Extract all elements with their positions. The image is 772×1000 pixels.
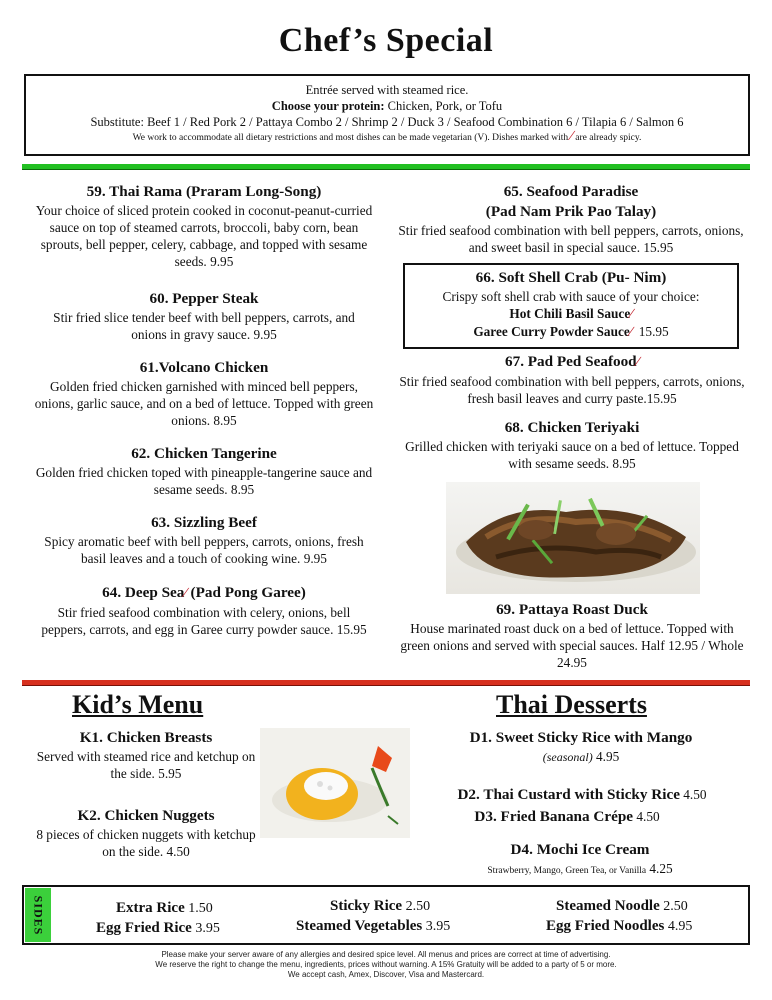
side-egg-fried-noodles: Egg Fried Noodles 4.95 [546,918,693,934]
info-line-rice: Entrée served with steamed rice. [305,83,469,97]
menu-item-69: 69. Pattaya Roast Duck House marinated roast duck on a bed of lettuce. Topped with green onions and served with special sauces. Half 12.95 / Whole 24.95 [400,601,744,670]
dessert-item-d3: D3. Fried Banana Crépe 4.50 [474,808,660,825]
menu-item-63: 63. Sizzling Beef Spicy aromatic beef with bell peppers, carrots, onions, fresh basil leaves and a touch of cooking wine. 9.95 [44,514,364,566]
menu-item-66: 66. Soft Shell Crab (Pu- Nim) Crispy soft shell crab with sauce of your choice: Hot Chili Basil Sauce∕ Garee Curry Powder Sauce∕ 15.95 [442,269,700,340]
mango-sticky-rice-photo [260,728,410,838]
kids-item-k2: K2. Chicken Nuggets 8 pieces of chicken nuggets with ketchup on the side. 4.50 [36,807,256,859]
green-divider [22,164,750,170]
menu-item-65: 65. Seafood Paradise (Pad Nam Prik Pao Talay) Stir fried seafood combination with bell peppers, carrots, onions, and sweet basil in special sauce. 15.95 [398,183,744,255]
chili-icon: ∕ [184,586,187,601]
kids-item-k1: K1. Chicken Breasts Served with steamed rice and ketchup on the side. 5.95 [36,729,256,781]
menu-item-61: 61.Volcano Chicken Golden fried chicken garnished with minced bell peppers, onions, garlic sauce, and on a bed of lettuce. Topped with green onions. 8.95 [34,359,374,428]
info-box [24,74,750,156]
roast-duck-photo [446,482,700,594]
menu-item-68: 68. Chicken Teriyaki Grilled chicken with teriyaki sauce on a bed of lettuce. Topped with sesame seeds. 8.95 [405,419,739,471]
side-egg-fried-rice: Egg Fried Rice 3.95 [96,920,220,936]
chili-icon: ∕ [630,307,633,322]
menu-item-59: 59. Thai Rama (Praram Long-Song) Your choice of sliced protein cooked in coconut-peanut-curried sauce on top of steamed carrots, broccoli, baby corn, bean sprouts, bell pepper, celery, cabbage, and topped with sesame seeds. 9.95 [35,183,373,269]
info-line-protein: Choose your protein: Chicken, Pork, or Tofu [271,99,503,113]
sides-tab: SIDES [25,888,51,942]
menu-item-67: 67. Pad Ped Seafood∕ Stir fried seafood combination with bell peppers, carrots, onions, fresh basil leaves and curry paste.15.95 [399,353,745,406]
side-steamed-vegetables: Steamed Vegetables 3.95 [296,918,451,934]
menu-item-62: 62. Chicken Tangerine Golden fried chicken toped with pineapple-tangerine sauce and sesame seeds. 8.95 [35,445,373,497]
info-line-substitute: Substitute: Beef 1 / Red Pork 2 / Pattaya Combo 2 / Shrimp 2 / Duck 3 / Seafood Combination 6 / Tilapia 6 / Salmon 6 [90,115,684,129]
menu-item-60: 60. Pepper Steak Stir fried slice tender beef with bell peppers, carrots, and onions in gravy sauce. 9.95 [53,290,355,342]
chili-icon: ∕ [636,355,639,370]
chili-icon: ∕ [570,129,573,144]
info-dietary-note: We work to accommodate all dietary restrictions and most dishes can be made vegetarian (V). Dishes marked with ∕ are already spicy. [132,129,642,144]
dessert-item-d2: D2. Thai Custard with Sticky Rice 4.50 [457,786,707,803]
side-steamed-noodle: Steamed Noodle 2.50 [556,898,688,914]
menu-item-64: 64. Deep Sea∕ (Pad Pong Garee) Stir fried seafood combination with celery, onions, bell peppers, carrots, and egg in Garee curry powder sauce. 15.95 [41,584,367,637]
dessert-item-d1: D1. Sweet Sticky Rice with Mango (seasonal) 4.95 [469,729,693,764]
footer-note: Please make your server aware of any allergies and desired spice level. All menus and prices are correct at time of advertising. We reserve the right to change the menu, ingredients, prices without warning. A 15% Gratuity will be added to a party of 5 or more. We accept cash, Amex, Discover, Visa and Mastercard. [155,950,617,979]
kids-menu-title: Kid’s Menu [72,690,204,719]
desserts-title: Thai Desserts [496,690,647,719]
side-sticky-rice: Sticky Rice 2.50 [330,898,431,914]
chili-icon: ∕ [629,325,633,340]
dessert-item-d4: D4. Mochi Ice Cream Strawberry, Mango, Green Tea, or Vanilla 4.25 [487,841,673,876]
red-divider [22,680,750,686]
page-title: Chef’s Special [278,22,494,59]
side-extra-rice: Extra Rice 1.50 [116,900,213,916]
